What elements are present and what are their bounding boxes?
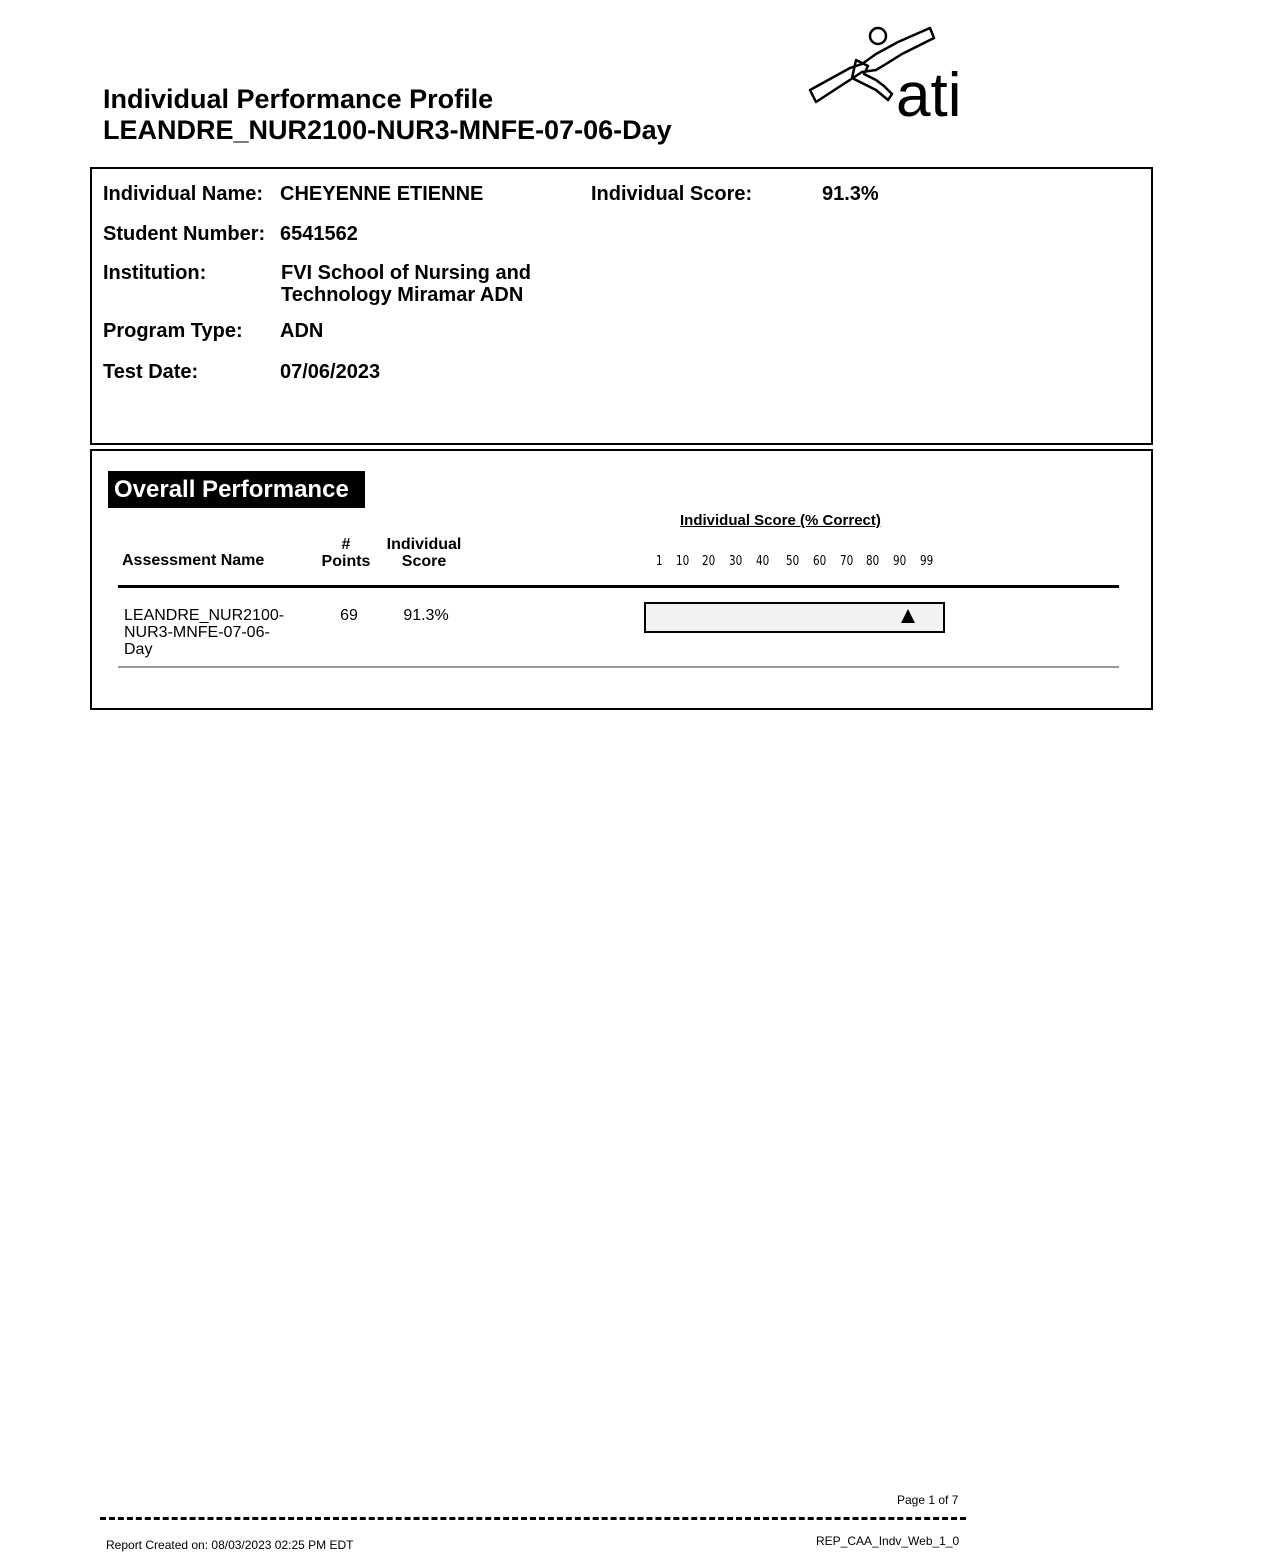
ati-logo-text: ati: [896, 61, 962, 124]
score-marker-icon: [901, 609, 915, 623]
institution-value: [281, 262, 531, 306]
student-number-label: Student Number:: [103, 223, 266, 245]
assessment-name-line3: Day: [124, 641, 153, 658]
table-header-rule: [118, 585, 1119, 588]
scale-tick-50: 50: [786, 554, 800, 569]
scale-tick-10: 10: [676, 554, 690, 569]
individual-score-label: Individual Score:: [591, 183, 753, 205]
institution-line1: FVI School of Nursing and: [281, 262, 531, 284]
scale-tick-1: 1: [656, 554, 663, 569]
test-date-value: 07/06/2023: [280, 361, 381, 383]
table-row-rule: [118, 666, 1119, 668]
page-number: Page 1 of 7: [897, 1493, 959, 1507]
points-header-line1: #: [341, 536, 351, 553]
institution-label: Institution:: [103, 262, 207, 284]
scale-tick-90: 90: [893, 554, 907, 569]
individual-score-header-line2: Score: [401, 553, 447, 570]
score-scale-title: Individual Score (% Correct): [680, 512, 881, 529]
logo-figure-head: [870, 28, 886, 44]
assessment-name-line2: NUR3-MNFE-07-06-: [124, 624, 270, 641]
individual-score-value: 91.3%: [822, 183, 879, 205]
assessment-name-line1: LEANDRE_NUR2100-: [124, 607, 285, 624]
individual-name-value: CHEYENNE ETIENNE: [280, 183, 484, 205]
points-header: [316, 536, 376, 570]
footer-dashed-divider: [100, 1517, 966, 1520]
test-date-label: Test Date:: [103, 361, 199, 383]
individual-score-header-line1: Individual: [386, 536, 462, 553]
report-title-line1: Individual Performance Profile: [103, 84, 494, 114]
institution-line2: Technology Miramar ADN: [281, 284, 524, 306]
scale-tick-40: 40: [756, 554, 770, 569]
score-bar: [644, 602, 945, 633]
scale-tick-80: 80: [866, 554, 880, 569]
program-type-value: ADN: [280, 320, 324, 342]
scale-tick-60: 60: [813, 554, 827, 569]
scale-tick-30: 30: [729, 554, 743, 569]
individual-name-label: Individual Name:: [103, 183, 264, 205]
scale-tick-99: 99: [920, 554, 934, 569]
points-header-line2: Points: [321, 553, 371, 570]
ati-logo: [806, 20, 982, 124]
report-created: Report Created on: 08/03/2023 02:25 PM EDT: [106, 1538, 354, 1552]
student-number-value: 6541562: [280, 223, 358, 245]
scale-tick-20: 20: [702, 554, 716, 569]
individual-score-header: [382, 536, 466, 570]
report-title: [103, 84, 672, 146]
report-title-line2: LEANDRE_NUR2100-NUR3-MNFE-07-06-Day: [103, 115, 672, 145]
points-cell: 69: [340, 607, 358, 624]
assessment-name-cell: [124, 607, 284, 658]
individual-score-cell: 91.3%: [403, 607, 449, 624]
report-id: REP_CAA_Indv_Web_1_0: [816, 1534, 960, 1548]
student-info-panel: [90, 167, 1153, 445]
program-type-label: Program Type:: [103, 320, 243, 342]
assessment-name-header: Assessment Name: [122, 552, 265, 569]
scale-tick-70: 70: [840, 554, 854, 569]
overall-performance-heading: Overall Performance: [108, 471, 365, 508]
